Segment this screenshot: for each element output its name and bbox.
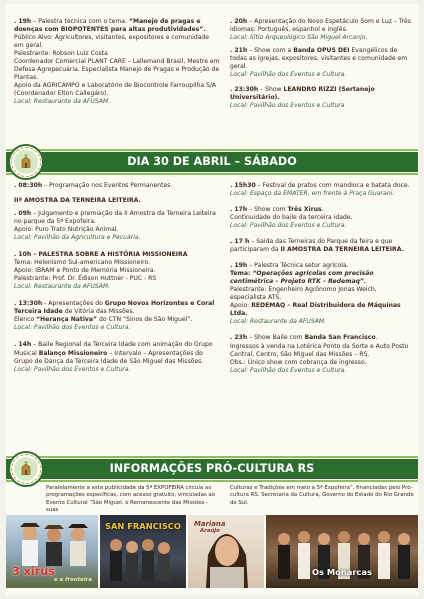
- day-left-column: [14, 182, 220, 379]
- xirus-logo-text: 3 xirus: [12, 565, 55, 578]
- xirus-logo-sub: e a fronteira: [54, 577, 92, 583]
- info-banner: [6, 459, 418, 479]
- photo-mariana: [188, 515, 264, 588]
- info-text-left: Paralelamente a esta publicidade da 5ª EXPOFEIRA circula as programações específicas, com acesso gratuito, vinculadas ao Evento Cultural “São Miguel, o Remanescente das Missões - suas: [46, 485, 216, 513]
- emblem-icon-2: [8, 451, 44, 487]
- mariana-name-sub: Araújo: [200, 528, 220, 534]
- info-text-right: Culturas e Tradições em meio a 5ª Expofeira”, financiadas pelo Pró-cultura RS, Secretaria da Cultura, Governo do Estado do Rio Grande do Sul.: [230, 485, 414, 506]
- sanfrancisco-logo-text: SAN FRANCISCO: [105, 521, 181, 531]
- top-right-column: [230, 18, 414, 115]
- mariana-name-top: Mariana: [194, 520, 226, 528]
- top-left-column: [14, 18, 220, 111]
- event-10h-palestra-historia: . 10h – PALESTRA SOBRE A HISTÓRIA MISSIONEIRA Tema: Helenismo Sul-americano Missioneiro. Apoio: IBRAM e Ponto de Memória Missioneira. Palestrante: Prof. Dr. Édison Huttner - PUC - RS Local: Restaurante da AFUSAM.: [14, 251, 188, 291]
- event-19h-palestra-agricola: . 19h – Palestra Técnica setor agrícola. Tema: “Operações agrícolas com precisão centimétrica – Projeto RTK – Redemaq”. Palestrante: Engenheiro Agrônomo Jonas Weich, especialista ATS. Apoio: REDEMAQ – Real Distribuidora de Máquinas Ltda. Local: Restaurante da AFUSAM.: [230, 262, 401, 326]
- event-09h-julgamento: . 09h – Julgamento e premiação da II Amostra da Terneira Leiteira no parque da 5ª Expofeira. Apoio: Puro Trato Nutrição Animal. Local: Pavilhão da Agricultura e Pecuária.: [14, 210, 216, 242]
- photo-os-monarcas: [266, 515, 418, 588]
- info-banner-title: INFORMAÇÕES PRÓ-CULTURA RS: [109, 462, 315, 475]
- monarcas-logo-text: Os Monarcas: [312, 567, 372, 577]
- event-2330h-leandro-rizzi: . 23:30h – Show LEANDRO RIZZI (Sertanejo Universitário). Local: Pavilhão dos Eventos e Cultura: [230, 86, 375, 110]
- event-14h-baile-regional: . 14h – Baile Regional da Terceira Idade com animação do Grupo Musical Balanço Missioneiro – Intervalo – Apresentações do Grupo de Dança da Terceira Idade de São Miguel das Missões. Local: Pavilhão dos Eventos e Cultura.: [14, 341, 213, 373]
- event-17h-saida-terneiras: . 17 h – Saída das Terneiras do Parque da feira e que participaram da II AMOSTRA DA TERNEIRA LEITEIRA.: [230, 238, 404, 254]
- event-15h30-festival: . 15h30 – Festival de pratos com mandioca e batata doce. Local: Espaço da EMATER, em frente à Praça Guarani.: [230, 182, 410, 198]
- event-21h-opus-dei: . 21h – Show com a Banda OPUS DEI Evangélicos de todas as igrejas, expositores, visitantes e comunidade em geral. Local: Pavilhão dos Eventos e Cultura.: [230, 47, 408, 79]
- event-23h-banda-san-francisco: . 23h – Show Baile com Banda San Francisco. Ingressos à venda na Lotérica Ponto da Sorte e Auto Posto Central, Centro, São Miguel das Missões – RS. Obs.: Único show com cobrança de ingresso. Local: Pavilhão dos Eventos e Cultura.: [230, 334, 409, 374]
- photo-tres-xirus: [6, 515, 98, 588]
- event-0830h-permanentes: . 08:30h – Programação nos Eventos Permanentes.: [14, 182, 173, 189]
- event-17h-tres-xirus: . 17h – Show com Três Xirus. Continuidade do baile da terceira idade. Local: Pavilhão dos Eventos e Cultura.: [230, 206, 353, 230]
- day-banner-title: DIA 30 DE ABRIL – SÁBADO: [127, 155, 297, 168]
- emblem-icon: [8, 144, 44, 180]
- photo-san-francisco: [100, 515, 186, 588]
- heading-amostra-terneira: IIª AMOSTRA DA TERNEIRA LEITEIRA.: [14, 197, 141, 205]
- day-right-column: [230, 182, 414, 380]
- event-20h-som-e-luz: . 20h – Apresentação do Novo Espetáculo Som e Luz – Três idiomas: Português, espanhol e inglês. Local: Sítio Arqueológico São Miguel Arcanjo.: [230, 18, 411, 42]
- event-19h-palestra: . 19h – Palestra técnica com o tema: “Manejo de pragas e doenças com BIOPOTENTES para altas produtividades”. Público Alvo: Agricultores, visitantes, expositores e comunidade em geral. Palestrante: Robson Luiz Costa Coordenador Comercial PLANT CARE – Lallemand Brasil, Mestre em Defesa Agropecuária. Especialista Manejo de Pragas e Produção de Plantas. Apoio da AGRICAMPO e Laboratório de Biocontrole Farroupilha S/A (Coordenador Elton Callegáro). Local: Restaurante da AFUSAM.: [14, 18, 220, 106]
- event-1330h-apresentacoes: . 13:30h - Apresentações do Grupo Novos Horizontes e Coral Terceira Idade de Vitória das Missões. Elenco “Herança Nativa” do CTN “Sinos de São Miguel”. Local: Pavilhão dos Eventos e Cultura.: [14, 300, 215, 332]
- day-banner: [6, 152, 418, 172]
